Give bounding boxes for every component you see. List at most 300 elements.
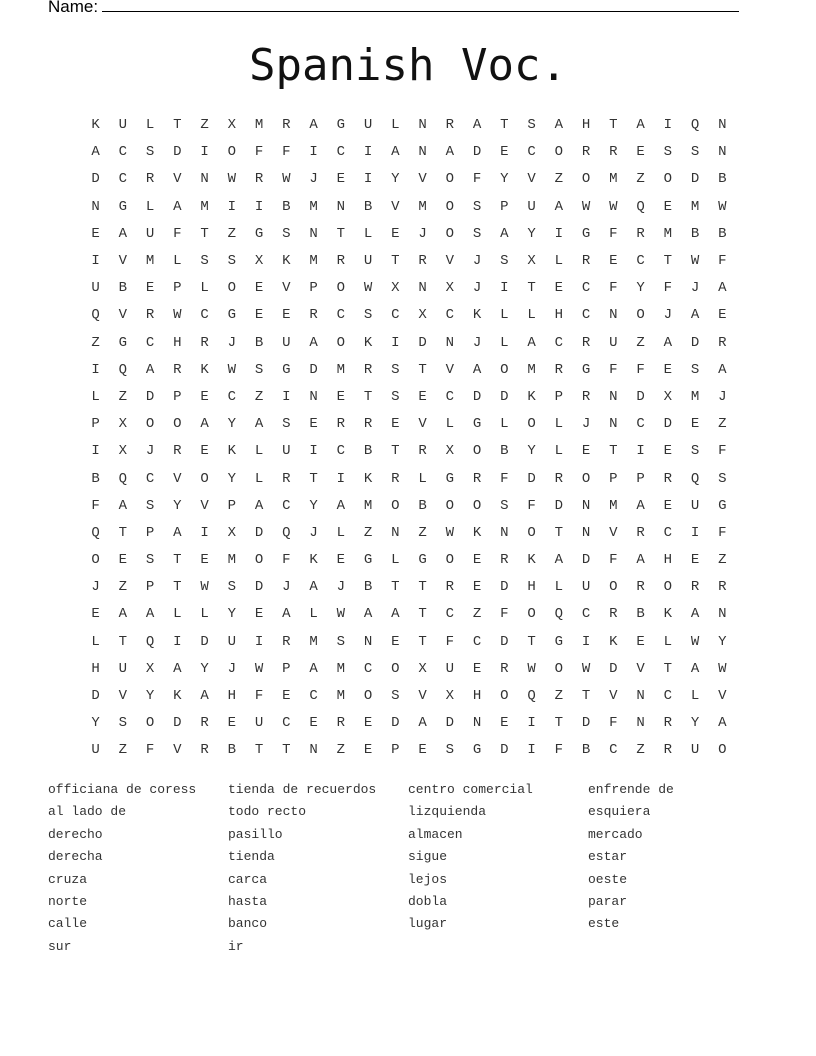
- grid-letter[interactable]: F: [173, 225, 182, 242]
- grid-letter[interactable]: G: [118, 334, 128, 351]
- grid-letter[interactable]: B: [718, 225, 727, 242]
- grid-letter[interactable]: S: [254, 361, 264, 378]
- grid-letter[interactable]: N: [581, 524, 591, 541]
- grid-letter[interactable]: R: [418, 253, 427, 270]
- grid-letter[interactable]: I: [254, 633, 264, 650]
- grid-letter[interactable]: V: [418, 416, 427, 433]
- grid-letter[interactable]: V: [118, 253, 128, 270]
- grid-letter[interactable]: S: [118, 715, 128, 732]
- grid-letter[interactable]: V: [609, 524, 618, 541]
- grid-letter[interactable]: R: [282, 633, 291, 650]
- grid-letter[interactable]: L: [554, 579, 564, 596]
- grid-letter[interactable]: F: [718, 253, 727, 270]
- grid-letter[interactable]: R: [554, 470, 564, 487]
- grid-letter[interactable]: A: [118, 225, 128, 242]
- grid-letter[interactable]: U: [363, 253, 373, 270]
- grid-letter[interactable]: P: [145, 524, 155, 541]
- grid-letter[interactable]: Q: [91, 307, 100, 324]
- grid-letter[interactable]: M: [336, 688, 346, 705]
- grid-letter[interactable]: D: [527, 470, 536, 487]
- grid-letter[interactable]: V: [282, 280, 291, 297]
- grid-letter[interactable]: Y: [227, 470, 237, 487]
- grid-letter[interactable]: T: [391, 443, 400, 460]
- grid-letter[interactable]: R: [581, 388, 591, 405]
- grid-letter[interactable]: H: [91, 660, 100, 677]
- grid-letter[interactable]: F: [718, 524, 727, 541]
- grid-letter[interactable]: N: [581, 497, 591, 514]
- grid-letter[interactable]: H: [527, 579, 536, 596]
- grid-letter[interactable]: S: [282, 416, 291, 433]
- grid-letter[interactable]: E: [472, 579, 482, 596]
- grid-letter[interactable]: N: [718, 606, 727, 623]
- grid-letter[interactable]: W: [173, 307, 182, 324]
- grid-letter[interactable]: L: [363, 225, 373, 242]
- grid-letter[interactable]: D: [254, 524, 264, 541]
- grid-letter[interactable]: B: [500, 443, 509, 460]
- grid-letter[interactable]: K: [527, 552, 536, 569]
- grid-letter[interactable]: G: [472, 416, 482, 433]
- grid-letter[interactable]: I: [200, 524, 209, 541]
- grid-letter[interactable]: T: [500, 117, 509, 134]
- grid-letter[interactable]: S: [336, 633, 346, 650]
- grid-letter[interactable]: V: [636, 660, 645, 677]
- grid-letter[interactable]: H: [581, 117, 591, 134]
- grid-letter[interactable]: O: [445, 225, 455, 242]
- grid-letter[interactable]: O: [500, 361, 509, 378]
- grid-letter[interactable]: Y: [227, 416, 237, 433]
- grid-letter[interactable]: A: [200, 416, 209, 433]
- grid-letter[interactable]: C: [581, 606, 591, 623]
- grid-letter[interactable]: H: [663, 552, 673, 569]
- grid-letter[interactable]: P: [636, 470, 645, 487]
- grid-letter[interactable]: O: [391, 497, 400, 514]
- grid-letter[interactable]: M: [336, 361, 346, 378]
- grid-letter[interactable]: F: [91, 497, 100, 514]
- grid-letter[interactable]: S: [145, 144, 155, 161]
- grid-letter[interactable]: F: [282, 552, 291, 569]
- grid-letter[interactable]: M: [336, 660, 346, 677]
- grid-letter[interactable]: O: [472, 497, 482, 514]
- grid-letter[interactable]: S: [527, 117, 536, 134]
- grid-letter[interactable]: A: [690, 606, 700, 623]
- grid-letter[interactable]: C: [145, 470, 155, 487]
- grid-letter[interactable]: U: [609, 334, 618, 351]
- grid-letter[interactable]: D: [472, 144, 482, 161]
- grid-letter[interactable]: L: [200, 606, 209, 623]
- grid-letter[interactable]: W: [690, 633, 700, 650]
- grid-letter[interactable]: D: [91, 688, 100, 705]
- grid-letter[interactable]: C: [636, 416, 645, 433]
- grid-letter[interactable]: K: [309, 552, 318, 569]
- grid-letter[interactable]: R: [581, 334, 591, 351]
- grid-letter[interactable]: L: [254, 443, 264, 460]
- grid-letter[interactable]: G: [254, 225, 264, 242]
- grid-letter[interactable]: O: [472, 443, 482, 460]
- grid-letter[interactable]: X: [227, 524, 237, 541]
- grid-letter[interactable]: N: [609, 416, 618, 433]
- grid-letter[interactable]: L: [554, 443, 564, 460]
- grid-letter[interactable]: L: [391, 117, 400, 134]
- grid-letter[interactable]: D: [581, 552, 591, 569]
- grid-letter[interactable]: A: [636, 497, 645, 514]
- grid-letter[interactable]: C: [336, 443, 346, 460]
- grid-letter[interactable]: R: [636, 524, 645, 541]
- grid-letter[interactable]: J: [690, 280, 700, 297]
- grid-letter[interactable]: N: [200, 171, 209, 188]
- grid-letter[interactable]: X: [418, 660, 427, 677]
- grid-letter[interactable]: C: [445, 388, 455, 405]
- grid-letter[interactable]: W: [445, 524, 455, 541]
- grid-letter[interactable]: A: [336, 497, 346, 514]
- grid-letter[interactable]: K: [527, 388, 536, 405]
- grid-letter[interactable]: X: [227, 117, 237, 134]
- grid-letter[interactable]: L: [145, 117, 155, 134]
- grid-letter[interactable]: N: [636, 688, 645, 705]
- grid-letter[interactable]: E: [336, 552, 346, 569]
- grid-letter[interactable]: R: [145, 171, 155, 188]
- grid-letter[interactable]: E: [472, 660, 482, 677]
- grid-letter[interactable]: Z: [554, 688, 564, 705]
- grid-letter[interactable]: F: [609, 225, 618, 242]
- grid-letter[interactable]: T: [309, 470, 318, 487]
- grid-letter[interactable]: T: [554, 524, 564, 541]
- grid-letter[interactable]: M: [609, 497, 618, 514]
- grid-letter[interactable]: E: [663, 497, 673, 514]
- grid-letter[interactable]: O: [581, 470, 591, 487]
- grid-letter[interactable]: L: [500, 334, 509, 351]
- grid-letter[interactable]: A: [309, 117, 318, 134]
- grid-letter[interactable]: C: [581, 280, 591, 297]
- grid-letter[interactable]: E: [91, 606, 100, 623]
- grid-letter[interactable]: W: [718, 198, 727, 215]
- grid-letter[interactable]: K: [282, 253, 291, 270]
- grid-letter[interactable]: B: [118, 280, 128, 297]
- grid-letter[interactable]: J: [91, 579, 100, 596]
- grid-letter[interactable]: B: [581, 742, 591, 759]
- grid-letter[interactable]: R: [418, 443, 427, 460]
- grid-letter[interactable]: Q: [282, 524, 291, 541]
- grid-letter[interactable]: A: [91, 144, 100, 161]
- grid-letter[interactable]: D: [173, 144, 182, 161]
- grid-letter[interactable]: F: [718, 443, 727, 460]
- grid-letter[interactable]: T: [418, 579, 427, 596]
- grid-letter[interactable]: R: [173, 443, 182, 460]
- grid-letter[interactable]: T: [363, 388, 373, 405]
- grid-letter[interactable]: E: [282, 307, 291, 324]
- grid-letter[interactable]: A: [718, 715, 727, 732]
- grid-letter[interactable]: F: [609, 715, 618, 732]
- grid-letter[interactable]: W: [363, 280, 373, 297]
- grid-letter[interactable]: R: [309, 307, 318, 324]
- grid-letter[interactable]: O: [527, 606, 536, 623]
- grid-letter[interactable]: W: [527, 660, 536, 677]
- grid-letter[interactable]: P: [91, 416, 100, 433]
- grid-letter[interactable]: B: [636, 606, 645, 623]
- grid-letter[interactable]: Z: [636, 742, 645, 759]
- grid-letter[interactable]: A: [118, 497, 128, 514]
- grid-letter[interactable]: G: [336, 117, 346, 134]
- grid-letter[interactable]: Z: [227, 225, 237, 242]
- grid-letter[interactable]: Z: [118, 579, 128, 596]
- grid-letter[interactable]: W: [254, 660, 264, 677]
- grid-letter[interactable]: L: [690, 688, 700, 705]
- grid-letter[interactable]: B: [282, 198, 291, 215]
- grid-letter[interactable]: E: [391, 416, 400, 433]
- grid-letter[interactable]: A: [391, 144, 400, 161]
- grid-letter[interactable]: C: [282, 715, 291, 732]
- grid-letter[interactable]: P: [227, 497, 237, 514]
- grid-letter[interactable]: C: [445, 307, 455, 324]
- grid-letter[interactable]: N: [336, 198, 346, 215]
- grid-letter[interactable]: X: [527, 253, 536, 270]
- grid-letter[interactable]: C: [282, 497, 291, 514]
- grid-letter[interactable]: U: [91, 742, 100, 759]
- grid-letter[interactable]: X: [663, 388, 673, 405]
- grid-letter[interactable]: A: [145, 361, 155, 378]
- grid-letter[interactable]: Y: [527, 225, 536, 242]
- grid-letter[interactable]: J: [145, 443, 155, 460]
- grid-letter[interactable]: O: [718, 742, 727, 759]
- grid-letter[interactable]: E: [690, 552, 700, 569]
- grid-letter[interactable]: L: [445, 416, 455, 433]
- grid-letter[interactable]: A: [636, 552, 645, 569]
- grid-letter[interactable]: T: [609, 443, 618, 460]
- grid-letter[interactable]: N: [363, 633, 373, 650]
- grid-letter[interactable]: A: [173, 198, 182, 215]
- grid-letter[interactable]: B: [363, 443, 373, 460]
- grid-letter[interactable]: B: [363, 198, 373, 215]
- grid-letter[interactable]: G: [418, 552, 427, 569]
- grid-letter[interactable]: O: [91, 552, 100, 569]
- grid-letter[interactable]: V: [118, 307, 128, 324]
- grid-letter[interactable]: F: [254, 144, 264, 161]
- grid-letter[interactable]: S: [200, 253, 209, 270]
- grid-letter[interactable]: Z: [200, 117, 209, 134]
- grid-letter[interactable]: Z: [254, 388, 264, 405]
- grid-letter[interactable]: S: [690, 361, 700, 378]
- grid-letter[interactable]: Z: [363, 524, 373, 541]
- grid-letter[interactable]: E: [418, 742, 427, 759]
- grid-letter[interactable]: F: [500, 606, 509, 623]
- grid-letter[interactable]: E: [690, 416, 700, 433]
- grid-letter[interactable]: O: [663, 171, 673, 188]
- grid-letter[interactable]: A: [418, 715, 427, 732]
- grid-letter[interactable]: U: [227, 633, 237, 650]
- grid-letter[interactable]: R: [336, 253, 346, 270]
- grid-letter[interactable]: J: [336, 579, 346, 596]
- grid-letter[interactable]: B: [254, 334, 264, 351]
- grid-letter[interactable]: M: [690, 198, 700, 215]
- grid-letter[interactable]: O: [636, 307, 645, 324]
- grid-letter[interactable]: N: [609, 388, 618, 405]
- grid-letter[interactable]: S: [472, 198, 482, 215]
- grid-letter[interactable]: S: [718, 470, 727, 487]
- grid-letter[interactable]: X: [445, 443, 455, 460]
- grid-letter[interactable]: J: [663, 307, 673, 324]
- grid-letter[interactable]: F: [663, 280, 673, 297]
- grid-letter[interactable]: A: [690, 307, 700, 324]
- grid-letter[interactable]: C: [309, 688, 318, 705]
- grid-letter[interactable]: O: [254, 552, 264, 569]
- grid-letter[interactable]: N: [391, 524, 400, 541]
- grid-letter[interactable]: B: [91, 470, 100, 487]
- grid-letter[interactable]: D: [663, 416, 673, 433]
- grid-letter[interactable]: T: [418, 606, 427, 623]
- grid-letter[interactable]: L: [500, 307, 509, 324]
- grid-letter[interactable]: R: [445, 117, 455, 134]
- grid-letter[interactable]: R: [609, 144, 618, 161]
- grid-letter[interactable]: E: [336, 171, 346, 188]
- grid-letter[interactable]: D: [636, 388, 645, 405]
- grid-letter[interactable]: D: [500, 633, 509, 650]
- grid-letter[interactable]: R: [200, 715, 209, 732]
- grid-letter[interactable]: O: [336, 334, 346, 351]
- grid-letter[interactable]: Z: [636, 334, 645, 351]
- grid-letter[interactable]: S: [363, 307, 373, 324]
- grid-letter[interactable]: Z: [91, 334, 100, 351]
- grid-letter[interactable]: W: [581, 660, 591, 677]
- grid-letter[interactable]: P: [309, 280, 318, 297]
- grid-letter[interactable]: Y: [391, 171, 400, 188]
- grid-letter[interactable]: C: [336, 307, 346, 324]
- grid-letter[interactable]: J: [581, 416, 591, 433]
- grid-letter[interactable]: Z: [554, 171, 564, 188]
- grid-letter[interactable]: R: [636, 579, 645, 596]
- grid-letter[interactable]: F: [472, 171, 482, 188]
- grid-letter[interactable]: K: [472, 524, 482, 541]
- grid-letter[interactable]: F: [445, 633, 455, 650]
- grid-letter[interactable]: L: [527, 307, 536, 324]
- grid-letter[interactable]: C: [145, 334, 155, 351]
- grid-letter[interactable]: Q: [118, 470, 128, 487]
- grid-letter[interactable]: L: [173, 253, 182, 270]
- grid-letter[interactable]: E: [663, 198, 673, 215]
- grid-letter[interactable]: E: [254, 606, 264, 623]
- grid-letter[interactable]: V: [418, 171, 427, 188]
- grid-letter[interactable]: O: [200, 470, 209, 487]
- grid-letter[interactable]: N: [636, 715, 645, 732]
- grid-letter[interactable]: I: [363, 144, 373, 161]
- grid-letter[interactable]: A: [309, 334, 318, 351]
- grid-letter[interactable]: G: [118, 198, 128, 215]
- grid-letter[interactable]: I: [282, 388, 291, 405]
- grid-letter[interactable]: T: [118, 633, 128, 650]
- grid-letter[interactable]: T: [282, 742, 291, 759]
- grid-letter[interactable]: J: [227, 660, 237, 677]
- grid-letter[interactable]: E: [254, 280, 264, 297]
- grid-letter[interactable]: W: [336, 606, 346, 623]
- grid-letter[interactable]: O: [145, 715, 155, 732]
- grid-letter[interactable]: I: [581, 633, 591, 650]
- grid-letter[interactable]: G: [581, 361, 591, 378]
- grid-letter[interactable]: Q: [527, 688, 536, 705]
- grid-letter[interactable]: U: [581, 579, 591, 596]
- grid-letter[interactable]: R: [200, 742, 209, 759]
- grid-letter[interactable]: C: [200, 307, 209, 324]
- grid-letter[interactable]: Z: [336, 742, 346, 759]
- grid-letter[interactable]: S: [282, 225, 291, 242]
- grid-letter[interactable]: N: [309, 388, 318, 405]
- grid-letter[interactable]: R: [609, 606, 618, 623]
- grid-letter[interactable]: J: [472, 280, 482, 297]
- grid-letter[interactable]: I: [227, 198, 237, 215]
- grid-letter[interactable]: T: [418, 361, 427, 378]
- grid-letter[interactable]: O: [445, 171, 455, 188]
- grid-letter[interactable]: L: [145, 198, 155, 215]
- grid-letter[interactable]: C: [581, 307, 591, 324]
- grid-letter[interactable]: Y: [636, 280, 645, 297]
- grid-letter[interactable]: G: [282, 361, 291, 378]
- grid-letter[interactable]: R: [500, 660, 509, 677]
- grid-letter[interactable]: O: [527, 416, 536, 433]
- grid-letter[interactable]: C: [445, 606, 455, 623]
- grid-letter[interactable]: D: [418, 334, 427, 351]
- grid-letter[interactable]: M: [200, 198, 209, 215]
- grid-letter[interactable]: S: [145, 497, 155, 514]
- grid-letter[interactable]: I: [636, 443, 645, 460]
- grid-letter[interactable]: T: [527, 633, 536, 650]
- grid-letter[interactable]: Z: [472, 606, 482, 623]
- grid-letter[interactable]: W: [282, 171, 291, 188]
- grid-letter[interactable]: F: [254, 688, 264, 705]
- grid-letter[interactable]: D: [391, 715, 400, 732]
- grid-letter[interactable]: E: [254, 307, 264, 324]
- grid-letter[interactable]: M: [690, 388, 700, 405]
- grid-letter[interactable]: R: [254, 171, 264, 188]
- grid-letter[interactable]: W: [718, 660, 727, 677]
- grid-letter[interactable]: E: [718, 307, 727, 324]
- grid-letter[interactable]: P: [609, 470, 618, 487]
- grid-letter[interactable]: Z: [718, 552, 727, 569]
- grid-letter[interactable]: E: [472, 552, 482, 569]
- grid-letter[interactable]: I: [91, 361, 100, 378]
- grid-letter[interactable]: D: [690, 334, 700, 351]
- grid-letter[interactable]: E: [363, 715, 373, 732]
- grid-letter[interactable]: R: [663, 470, 673, 487]
- grid-letter[interactable]: X: [445, 280, 455, 297]
- grid-letter[interactable]: Q: [690, 117, 700, 134]
- grid-letter[interactable]: D: [472, 388, 482, 405]
- grid-letter[interactable]: A: [527, 334, 536, 351]
- grid-letter[interactable]: P: [391, 742, 400, 759]
- grid-letter[interactable]: R: [363, 416, 373, 433]
- grid-letter[interactable]: R: [145, 307, 155, 324]
- grid-letter[interactable]: M: [527, 361, 536, 378]
- grid-letter[interactable]: C: [663, 688, 673, 705]
- grid-letter[interactable]: D: [581, 715, 591, 732]
- grid-letter[interactable]: F: [527, 497, 536, 514]
- grid-letter[interactable]: V: [173, 742, 182, 759]
- grid-letter[interactable]: T: [609, 117, 618, 134]
- grid-letter[interactable]: N: [91, 198, 100, 215]
- grid-letter[interactable]: R: [581, 144, 591, 161]
- grid-letter[interactable]: G: [581, 225, 591, 242]
- grid-letter[interactable]: E: [636, 144, 645, 161]
- grid-letter[interactable]: B: [690, 225, 700, 242]
- grid-letter[interactable]: C: [336, 144, 346, 161]
- grid-letter[interactable]: O: [227, 144, 237, 161]
- grid-letter[interactable]: T: [118, 524, 128, 541]
- grid-letter[interactable]: V: [200, 497, 209, 514]
- grid-letter[interactable]: G: [718, 497, 727, 514]
- grid-letter[interactable]: V: [118, 688, 128, 705]
- grid-letter[interactable]: K: [363, 470, 373, 487]
- grid-letter[interactable]: M: [609, 171, 618, 188]
- grid-letter[interactable]: N: [445, 334, 455, 351]
- grid-letter[interactable]: P: [500, 198, 509, 215]
- grid-letter[interactable]: Z: [118, 742, 128, 759]
- grid-letter[interactable]: A: [309, 579, 318, 596]
